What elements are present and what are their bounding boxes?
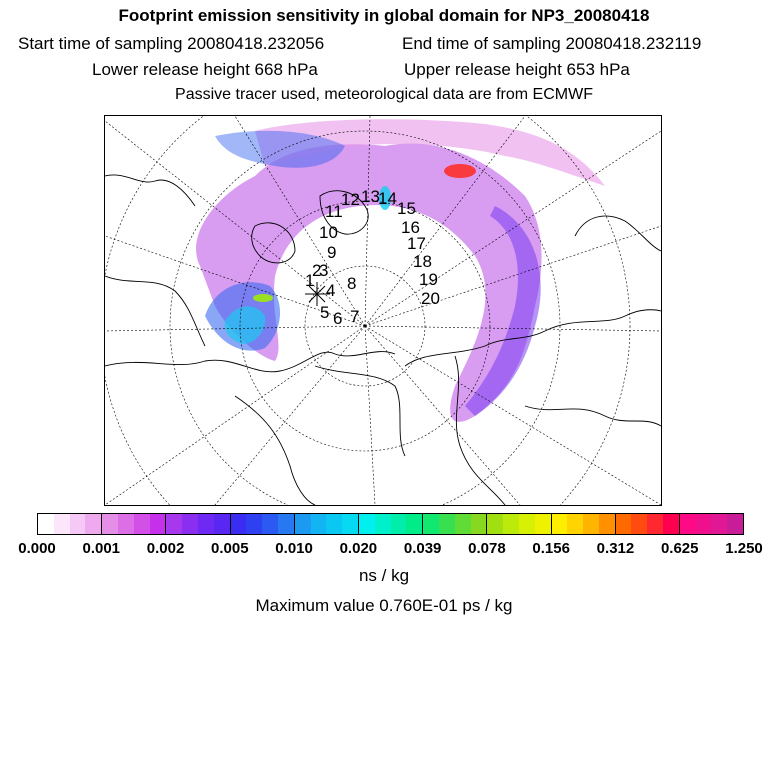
colorbar-block — [423, 514, 487, 534]
colorbar-swatch — [583, 514, 599, 534]
colorbar-swatch — [552, 514, 568, 534]
colorbar-swatch — [423, 514, 439, 534]
colorbar-swatch — [535, 514, 551, 534]
colorbar-tick-label: 0.001 — [82, 540, 121, 557]
colorbar-block — [552, 514, 616, 534]
trajectory-label: 3 — [319, 261, 329, 280]
release-heights-row — [0, 60, 768, 82]
trajectory-label: 1 — [305, 271, 315, 290]
colorbar-swatch — [727, 514, 743, 534]
trajectory-label: 11 — [325, 202, 343, 221]
colorbar-swatch — [455, 514, 471, 534]
colorbar-swatch — [54, 514, 70, 534]
footprint-map — [104, 115, 662, 506]
colorbar-swatch — [214, 514, 230, 534]
colorbar-swatch — [231, 514, 247, 534]
colorbar-swatch — [246, 514, 262, 534]
trajectory-label: 18 — [413, 252, 432, 271]
colorbar-swatch — [150, 514, 166, 534]
colorbar-block — [359, 514, 423, 534]
colorbar-swatch — [118, 514, 134, 534]
trajectory-label: 9 — [327, 243, 337, 262]
colorbar-swatch — [616, 514, 632, 534]
colorbar-swatch — [391, 514, 407, 534]
units-label: ns / kg — [358, 566, 410, 585]
colorbar-block — [231, 514, 295, 534]
trajectory-label: 19 — [419, 270, 438, 289]
colorbar-tick-label: 0.002 — [146, 540, 185, 557]
colorbar-block — [295, 514, 359, 534]
colorbar-swatch — [375, 514, 391, 534]
colorbar-swatch — [326, 514, 342, 534]
colorbar-swatch — [342, 514, 358, 534]
colorbar-swatch — [567, 514, 583, 534]
colorbar-swatch — [38, 514, 54, 534]
end-time-label: End time of sampling 20080418.232119 — [402, 34, 702, 53]
colorbar-swatch — [278, 514, 294, 534]
trajectory-label: 16 — [401, 218, 420, 237]
colorbar-swatch — [295, 514, 311, 534]
trajectory-label: 10 — [319, 223, 338, 242]
colorbar-block — [680, 514, 743, 534]
colorbar-tick-label: 0.078 — [468, 540, 506, 557]
colorbar-tick-label: 0.020 — [339, 540, 378, 557]
colorbar-swatch — [182, 514, 198, 534]
colorbar-block — [102, 514, 166, 534]
trajectory-label: 14 — [378, 189, 397, 208]
trajectory-label: 7 — [350, 307, 360, 326]
colorbar-swatch — [85, 514, 101, 534]
trajectory-label: 15 — [397, 199, 416, 218]
trajectory-label: 20 — [421, 289, 440, 308]
footprint-field — [196, 119, 605, 422]
colorbar-swatch — [70, 514, 86, 534]
plot-title: Footprint emission sensitivity in global domain for NP3_20080418 — [118, 6, 650, 25]
colorbar-swatch — [503, 514, 519, 534]
colorbar-swatch — [647, 514, 663, 534]
trajectory-label: 12 — [341, 190, 360, 209]
colorbar-tick-label: 0.010 — [275, 540, 313, 557]
colorbar-swatch — [262, 514, 278, 534]
trajectory-label: 2 — [312, 261, 322, 280]
colorbar-swatch — [439, 514, 455, 534]
colorbar-swatch — [134, 514, 150, 534]
colorbar-swatch — [599, 514, 615, 534]
colorbar-tick-label: 1.250 — [725, 540, 763, 557]
colorbar — [37, 513, 744, 535]
colorbar-swatch — [359, 514, 375, 534]
colorbar-swatch — [696, 514, 712, 534]
colorbar-tick-label: 0.000 — [18, 540, 56, 557]
plume-green-spot — [253, 294, 273, 302]
start-time-label: Start time of sampling 20080418.232056 — [18, 34, 325, 53]
colorbar-swatch — [471, 514, 487, 534]
tracer-note: Passive tracer used, meteorological data are from ECMWF — [175, 86, 593, 103]
colorbar-block — [166, 514, 230, 534]
upper-release-label: Upper release height 653 hPa — [404, 60, 630, 79]
trajectory-label: 13 — [361, 187, 380, 206]
colorbar-block — [38, 514, 102, 534]
colorbar-swatch — [102, 514, 118, 534]
colorbar-swatch — [680, 514, 696, 534]
colorbar-swatch — [631, 514, 647, 534]
colorbar-swatch — [663, 514, 679, 534]
trajectory-label: 6 — [333, 309, 343, 328]
colorbar-swatch — [166, 514, 182, 534]
coastlines — [105, 175, 661, 505]
trajectory-label: 5 — [320, 303, 330, 322]
trajectory-label: 17 — [407, 234, 426, 253]
colorbar-tick-label: 0.312 — [596, 540, 635, 557]
sampling-times-row — [0, 34, 768, 56]
lower-release-label: Lower release height 668 hPa — [92, 60, 318, 79]
colorbar-block — [616, 514, 680, 534]
colorbar-swatch — [487, 514, 503, 534]
colorbar-swatch — [198, 514, 214, 534]
maximum-value-label: Maximum value 0.760E-01 ps / kg — [255, 596, 513, 615]
plume-red-spot — [444, 164, 476, 178]
trajectory-label: 8 — [347, 274, 357, 293]
colorbar-swatch — [406, 514, 422, 534]
colorbar-tick-label: 0.625 — [660, 540, 699, 557]
colorbar-tick-label: 0.039 — [403, 540, 442, 557]
trajectory-label: 4 — [326, 281, 336, 300]
colorbar-tick-label: 0.156 — [532, 540, 570, 557]
colorbar-swatch — [519, 514, 535, 534]
colorbar-swatch — [311, 514, 327, 534]
colorbar-block — [487, 514, 551, 534]
colorbar-swatch — [711, 514, 727, 534]
colorbar-tick-label: 0.005 — [211, 540, 249, 557]
